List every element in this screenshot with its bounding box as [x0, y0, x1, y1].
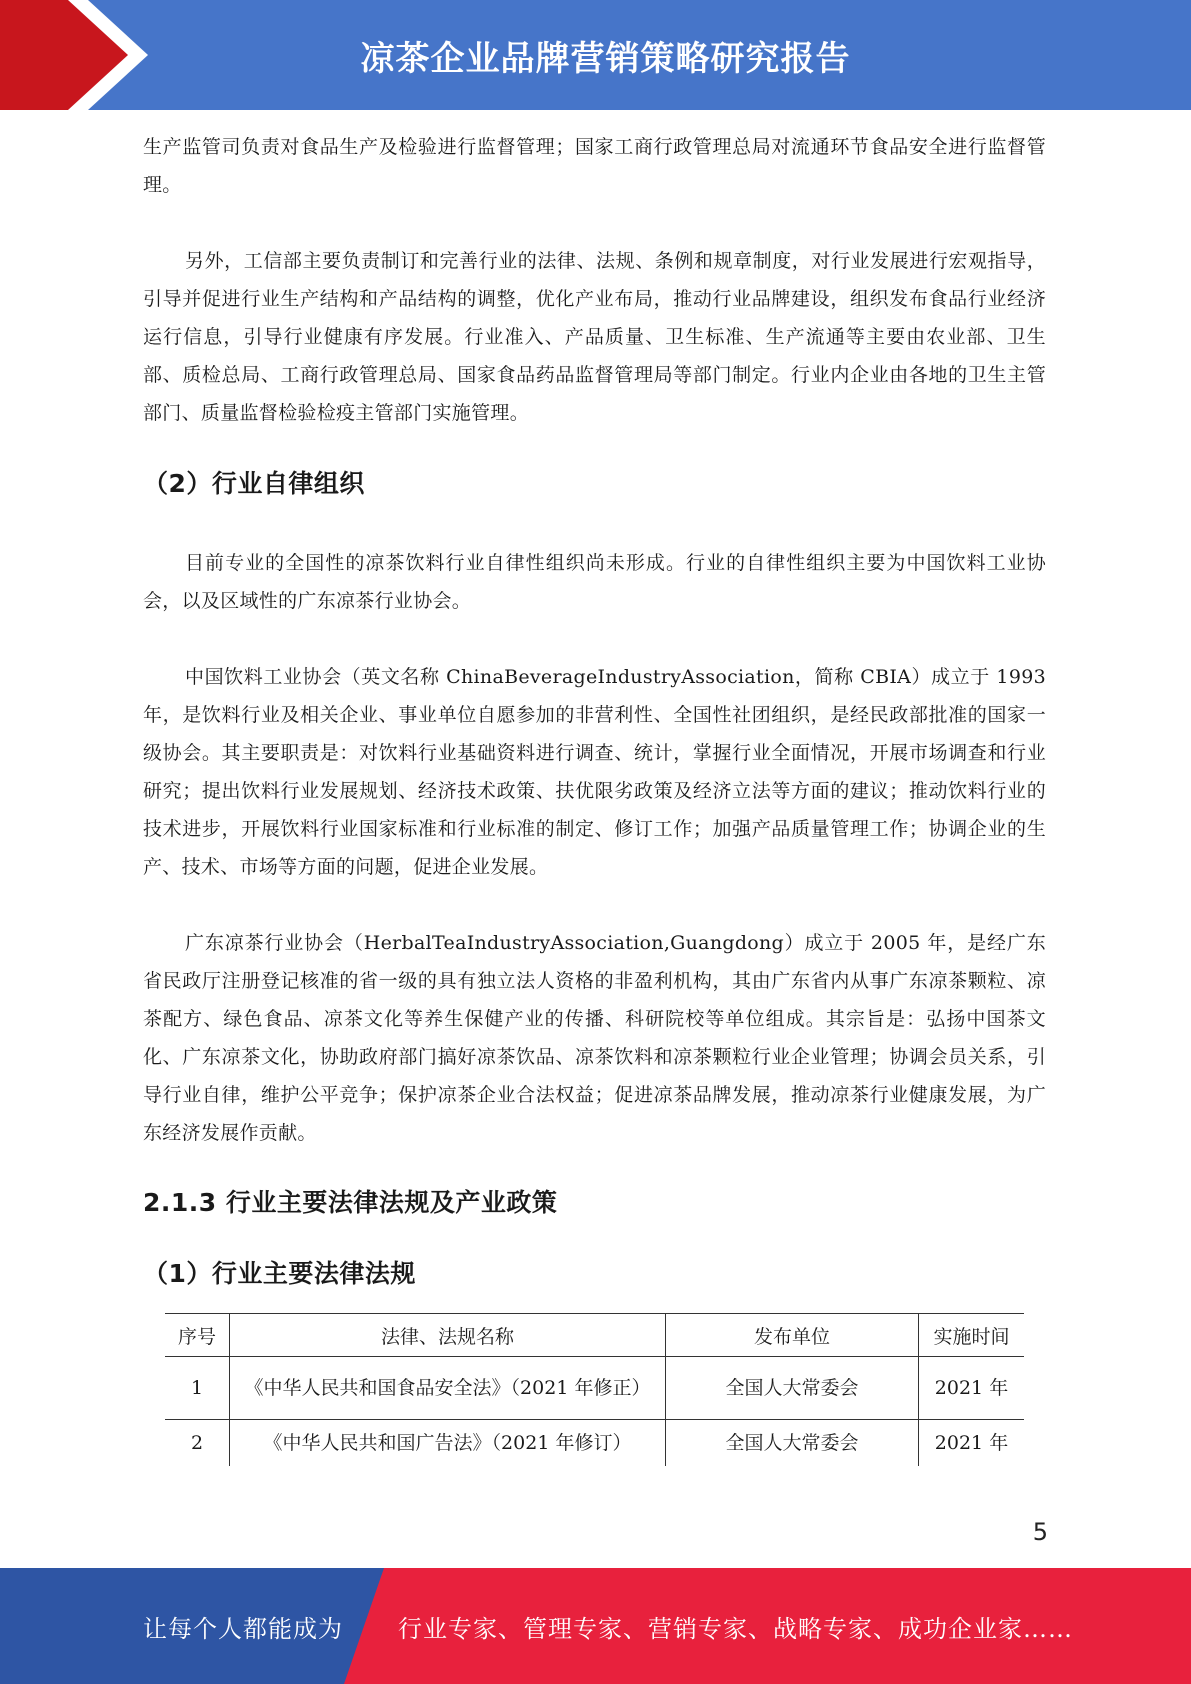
- cell-issuer: 全国人大常委会: [666, 1420, 919, 1467]
- paragraph-cbia: 中国饮料工业协会（英文名称 ChinaBeverageIndustryAssociation，简称 CBIA）成立于 1993 年，是饮料行业及相关企业、事业单位自愿参加的非营利性、全国性社团组织，是经民政部批准的国家一级协会。其主要职责是：对饮料行业基础资料进行调查、统计，掌握行业全面情况，开展市场调查和行业研究；提出饮料行业发展规划、经济技术政策、扶优限劣政策及经济立法等方面的建议；推动饮料行业的技术进步，开展饮料行业国家标准和行业标准的制定、修订工作；加强产品质量管理工作；协调企业的生产、技术、市场等方面的问题，促进企业发展。: [143, 666, 1046, 878]
- cell-law-name: 《中华人民共和国食品安全法》（2021 年修正）: [230, 1357, 666, 1420]
- page-number: 5: [1032, 1518, 1048, 1546]
- col-header-index: 序号: [165, 1314, 230, 1357]
- paragraph-supervision: 生产监管司负责对食品生产及检验进行监督管理；国家工商行政管理总局对流通环节食品安全进行监督管理。: [143, 136, 1046, 196]
- cell-index: 1: [165, 1357, 230, 1420]
- col-header-issuer: 发布单位: [666, 1314, 919, 1357]
- paragraph-guangdong-association: 广东凉茶行业协会（HerbalTeaIndustryAssociation,Guangdong）成立于 2005 年，是经广东省民政厅注册登记核准的省一级的具有独立法人资格的非盈利机构，其由广东省内从事广东凉茶颗粒、凉茶配方、绿色食品、凉茶文化等养生保健产业的传播、科研院校等单位组成。其宗旨是：弘扬中国茶文化、广东凉茶文化，协助政府部门搞好凉茶饮品、凉茶饮料和凉茶颗粒行业企业管理；协调会员关系，引导行业自律，维护公平竞争；保护凉茶企业合法权益；促进凉茶品牌发展，推动凉茶行业健康发展，为广东经济发展作贡献。: [143, 932, 1046, 1144]
- heading-self-regulation: （2）行业自律组织: [143, 469, 365, 498]
- table-row: [165, 1357, 1024, 1420]
- report-title: 凉茶企业品牌营销策略研究报告: [360, 38, 851, 79]
- laws-table: [165, 1313, 1024, 1466]
- heading-main-laws: （1）行业主要法律法规: [143, 1259, 416, 1288]
- cell-effective-date: 2021 年: [919, 1357, 1025, 1420]
- heading-2-1-3: 2.1.3 行业主要法律法规及产业政策: [143, 1188, 558, 1217]
- header-band: [0, 0, 1191, 110]
- col-header-effective-date: 实施时间: [919, 1314, 1025, 1357]
- footer-slogan-left: 让每个人都能成为: [143, 1614, 343, 1643]
- paragraph-self-regulation: 目前专业的全国性的凉茶饮料行业自律性组织尚未形成。行业的自律性组织主要为中国饮料工业协会，以及区域性的广东凉茶行业协会。: [143, 552, 1046, 612]
- table-header-row: [165, 1314, 1024, 1357]
- footer-slogan-right: 行业专家、管理专家、营销专家、战略专家、成功企业家……: [398, 1614, 1073, 1643]
- paragraph-miit: 另外，工信部主要负责制订和完善行业的法律、法规、条例和规章制度，对行业发展进行宏观指导，引导并促进行业生产结构和产品结构的调整，优化产业布局，推动行业品牌建设，组织发布食品行业经济运行信息，引导行业健康有序发展。行业准入、产品质量、卫生标准、生产流通等主要由农业部、卫生部、质检总局、工商行政管理总局、国家食品药品监督管理局等部门制定。行业内企业由各地的卫生主管部门、质量监督检验检疫主管部门实施管理。: [143, 250, 1046, 424]
- col-header-law-name: 法律、法规名称: [230, 1314, 666, 1357]
- cell-index: 2: [165, 1420, 230, 1467]
- cell-effective-date: 2021 年: [919, 1420, 1025, 1467]
- main-content: [143, 128, 1046, 1466]
- footer-band: [0, 1568, 1191, 1684]
- cell-law-name: 《中华人民共和国广告法》（2021 年修订）: [230, 1420, 666, 1467]
- cell-issuer: 全国人大常委会: [666, 1357, 919, 1420]
- table-row: [165, 1420, 1024, 1467]
